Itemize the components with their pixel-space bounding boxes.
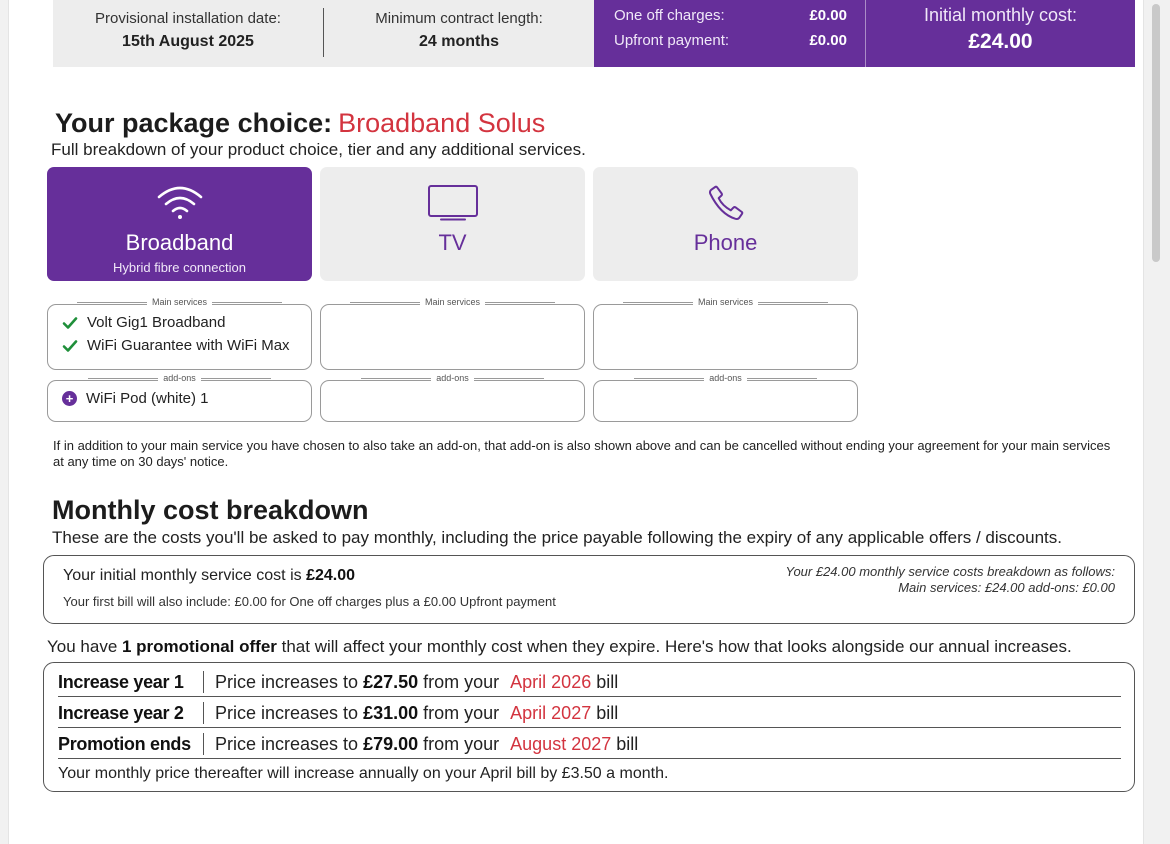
increase-text: Price increases to <box>215 672 364 692</box>
tv-main-services <box>320 297 585 370</box>
initial-service-cost-amount: £24.00 <box>306 567 355 584</box>
initial-cost-box <box>43 555 1135 624</box>
list-item <box>48 387 311 410</box>
breakdown-line: Your £24.00 monthly service costs breakdown as follows: <box>785 564 1115 579</box>
increase-amount: £31.00 <box>363 703 419 723</box>
summary-dates-panel <box>53 0 594 67</box>
increase-text: from your <box>418 672 505 692</box>
service-name: WiFi Guarantee with WiFi Max <box>87 337 290 354</box>
cost-breakdown-summary <box>785 564 1115 596</box>
table-row <box>58 666 1121 697</box>
tile-tv-name: TV <box>438 230 467 255</box>
one-off-charges-value: £0.00 <box>809 7 847 24</box>
phone-addons <box>593 373 858 422</box>
phone-icon <box>706 183 746 223</box>
first-bill-note: Your first bill will also include: £0.00 for One off charges plus a £0.00 Upfront payment <box>63 594 556 609</box>
increase-detail <box>204 671 618 693</box>
summary-costs-panel <box>594 0 1135 67</box>
increase-detail <box>204 733 638 755</box>
initial-service-cost-label: Your initial monthly service cost is <box>63 567 307 584</box>
check-icon <box>62 315 78 331</box>
addons-legend <box>321 373 584 383</box>
tile-phone[interactable] <box>593 167 858 281</box>
contract-length-label: Minimum contract length: <box>375 10 543 27</box>
initial-monthly-cost <box>866 0 1135 67</box>
increase-label: Promotion ends <box>58 733 204 755</box>
installation-date <box>53 0 323 67</box>
increase-label: Increase year 1 <box>58 671 204 693</box>
plus-icon: + <box>62 391 77 406</box>
addon-name: WiFi Pod (white) 1 <box>86 390 209 407</box>
increase-text: Price increases to <box>215 734 364 754</box>
promo-intro-text: You have <box>47 637 122 656</box>
contract-length-value: 24 months <box>418 33 499 50</box>
promo-count: 1 promotional offer <box>122 637 277 656</box>
page-margin-left <box>0 0 9 844</box>
installation-date-label: Provisional installation date: <box>95 10 281 27</box>
increase-date: April 2026 <box>510 672 592 692</box>
broadband-addons <box>47 373 312 422</box>
main-services-legend <box>321 297 584 307</box>
tile-broadband-name: Broadband <box>125 230 234 255</box>
upfront-payment-value: £0.00 <box>809 32 847 49</box>
increase-amount: £79.00 <box>363 734 419 754</box>
main-services-label: Main services <box>693 297 758 307</box>
monthly-cost-title: Monthly cost breakdown <box>52 495 369 525</box>
monthly-cost-subtitle: These are the costs you'll be asked to pay monthly, including the price payable following the expiry of any applicable offers / discounts. <box>52 528 1062 547</box>
addons-legend <box>48 373 311 383</box>
package-title <box>55 108 545 139</box>
increase-amount: £27.50 <box>363 672 419 692</box>
addon-cancellation-note: If in addition to your main service you have chosen to also take an add-on, that add-on is also shown above and can be cancelled without ending your agreement for your main services at any time on 30 days' notice. <box>53 438 1111 469</box>
increase-text: from your <box>418 703 505 723</box>
promo-intro <box>47 637 1072 657</box>
tile-broadband-desc: Hybrid fibre connection <box>113 260 246 275</box>
package-subtitle: Full breakdown of your product choice, tier and any additional services. <box>51 140 586 159</box>
table-row <box>58 697 1121 728</box>
addons-label: add-ons <box>704 373 747 383</box>
increase-label: Increase year 2 <box>58 702 204 724</box>
increase-text: bill <box>591 703 619 723</box>
package-title-label: Your package choice: <box>55 108 333 138</box>
breakdown-line: Main services: £24.00 add-ons: £0.00 <box>898 580 1115 595</box>
price-increase-table <box>43 662 1135 792</box>
main-services-legend <box>48 297 311 307</box>
broadband-main-services <box>47 297 312 370</box>
one-off-charges-label: One off charges: <box>614 7 725 24</box>
charges-list <box>594 0 865 67</box>
initial-monthly-cost-value: £24.00 <box>968 30 1033 53</box>
package-choice-name: Broadband Solus <box>338 108 546 138</box>
increase-date: August 2027 <box>510 734 612 754</box>
one-off-charges-row <box>614 7 847 24</box>
addons-label: add-ons <box>158 373 201 383</box>
wifi-icon <box>156 183 204 223</box>
main-services-label: Main services <box>147 297 212 307</box>
list-item <box>48 334 311 357</box>
list-item <box>48 311 311 334</box>
tile-tv[interactable] <box>320 167 585 281</box>
tv-icon <box>427 183 479 223</box>
increase-text: from your <box>418 734 505 754</box>
phone-main-services <box>593 297 858 370</box>
table-row <box>58 728 1121 759</box>
main-services-legend <box>594 297 857 307</box>
tile-broadband[interactable] <box>47 167 312 281</box>
promo-intro-text: that will affect your monthly cost when they expire. Here's how that looks alongside our annual increases. <box>276 637 1072 656</box>
initial-monthly-cost-label: Initial monthly cost: <box>923 5 1078 25</box>
tv-addons <box>320 373 585 422</box>
upfront-payment-row <box>614 32 847 49</box>
contract-length <box>324 0 594 67</box>
upfront-payment-label: Upfront payment: <box>614 32 730 49</box>
increase-text: bill <box>591 672 619 692</box>
addons-legend <box>594 373 857 383</box>
addons-label: add-ons <box>431 373 474 383</box>
check-icon <box>62 338 78 354</box>
increase-date: April 2027 <box>510 703 592 723</box>
installation-date-value: 15th August 2025 <box>122 33 254 50</box>
scrollbar-thumb[interactable] <box>1152 4 1160 262</box>
annual-increase-note: Your monthly price thereafter will increase annually on your April bill by £3.50 a month. <box>58 765 669 782</box>
order-summary-bar <box>53 0 1135 67</box>
service-name: Volt Gig1 Broadband <box>87 314 226 331</box>
increase-detail <box>204 702 618 724</box>
tile-phone-name: Phone <box>693 230 758 255</box>
initial-service-cost <box>63 567 355 585</box>
main-services-label: Main services <box>420 297 485 307</box>
increase-text: Price increases to <box>215 703 364 723</box>
increase-text: bill <box>611 734 639 754</box>
